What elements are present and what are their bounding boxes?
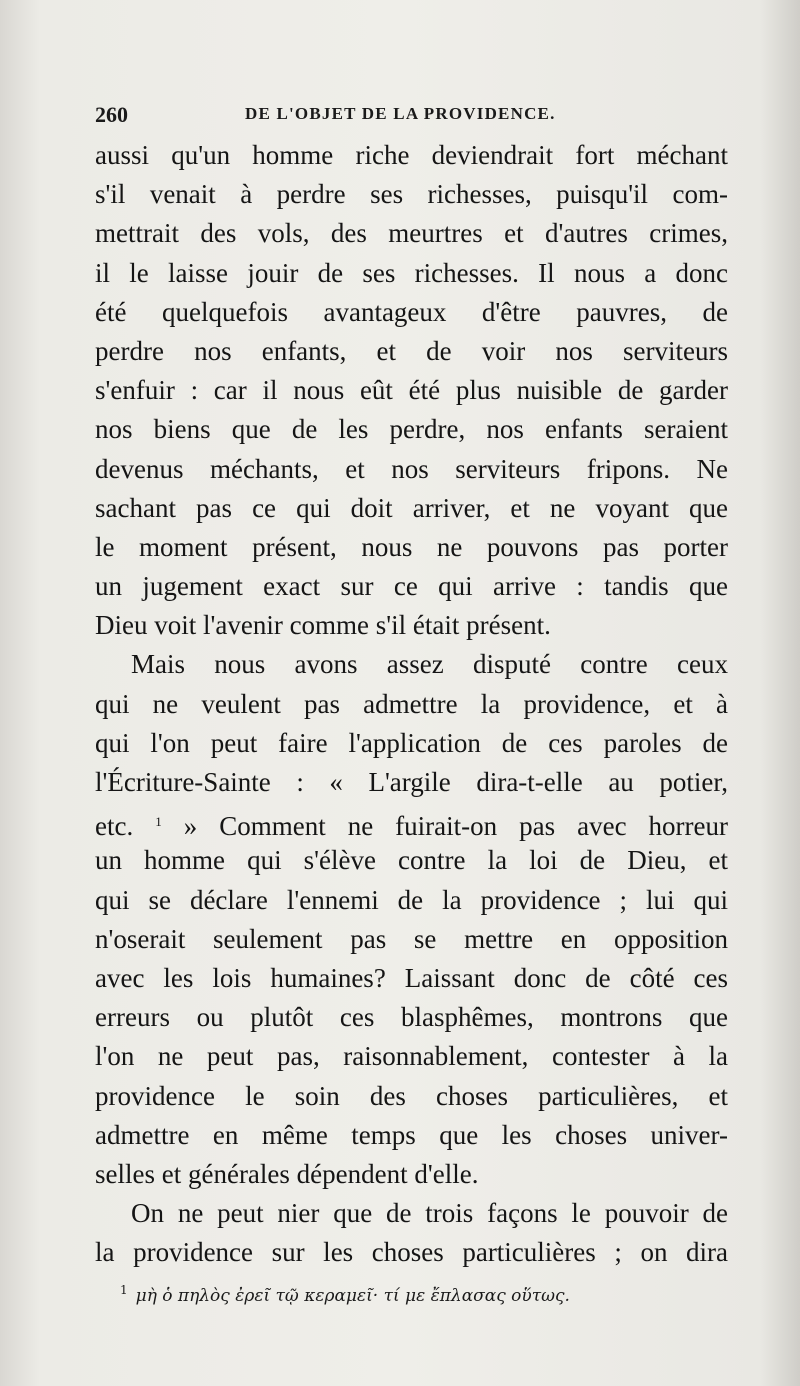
- text-line: devenus méchants, et nos serviteurs fripons. Ne: [95, 453, 728, 484]
- text-line: nos biens que de les perdre, nos enfants seraient: [95, 414, 728, 445]
- text-line: Dieu voit l'avenir comme s'il était présent.: [95, 610, 551, 641]
- running-header: [95, 100, 735, 130]
- running-title: DE L'OBJET DE LA PROVIDENCE.: [245, 104, 556, 123]
- text-line: s'il venait à perdre ses richesses, puisqu'il com-: [95, 179, 728, 210]
- text-line: l'on ne peut pas, raisonnablement, contester à la: [95, 1041, 728, 1072]
- text-line: perdre nos enfants, et de voir nos serviteurs: [95, 335, 728, 366]
- text-line: qui ne veulent pas admettre la providence, et à: [95, 688, 728, 719]
- text-line: aussi qu'un homme riche deviendrait fort méchant: [95, 140, 728, 170]
- text-line: l'Écriture-Sainte : « L'argile dira-t-elle au potier,: [95, 767, 728, 797]
- text-line: la providence sur les choses particulières ; on dira: [95, 1237, 728, 1268]
- footnote-text: μὴ ὁ πηλὸς ἐρεῖ τῷ κεραμεῖ· τί με ἔπλασας οὕτως.: [135, 1286, 570, 1306]
- text-line: erreurs ou plutôt ces blasphêmes, montrons que: [95, 1002, 728, 1033]
- footnote: [120, 1283, 680, 1306]
- footnote-marker: 1: [120, 1283, 128, 1297]
- text-line: providence le soin des choses particulières, et: [95, 1080, 728, 1111]
- text-segment: etc.: [95, 811, 134, 842]
- text-line: admettre en même temps que les choses univer-: [95, 1119, 728, 1150]
- text-line: le moment présent, nous ne pouvons pas porter: [95, 531, 728, 562]
- text-line-with-footnote: [95, 802, 728, 841]
- body-text: [95, 136, 728, 1272]
- page-number: 260: [95, 102, 128, 127]
- text-line: n'oserait seulement pas se mettre en opposition: [95, 923, 728, 954]
- text-line: qui l'on peut faire l'application de ces paroles de: [95, 727, 728, 758]
- text-line: un homme qui s'élève contre la loi de Dieu, et: [95, 845, 728, 876]
- text-line: il le laisse jouir de ses richesses. Il nous a donc: [95, 257, 728, 288]
- text-line: mettrait des vols, des meurtres et d'autres crimes,: [95, 218, 728, 249]
- text-segment: » Comment ne fuirait-on pas avec horreur: [183, 811, 729, 842]
- text-line: On ne peut nier que de trois façons le pouvoir de: [131, 1198, 728, 1229]
- text-line: selles et générales dépendent d'elle.: [95, 1158, 479, 1189]
- text-line: été quelquefois avantageux d'être pauvres, de: [95, 296, 728, 327]
- text-line: avec les lois humaines? Laissant donc de côté ces: [95, 962, 728, 993]
- text-line: Mais nous avons assez disputé contre ceux: [131, 649, 728, 680]
- footnote-reference: 1: [155, 814, 162, 830]
- text-line: s'enfuir : car il nous eût été plus nuisible de garder: [95, 375, 728, 406]
- text-line: sachant pas ce qui doit arriver, et ne voyant que: [95, 492, 728, 523]
- text-line: qui se déclare l'ennemi de la providence ; lui qui: [95, 884, 728, 915]
- text-line: un jugement exact sur ce qui arrive : tandis que: [95, 571, 728, 602]
